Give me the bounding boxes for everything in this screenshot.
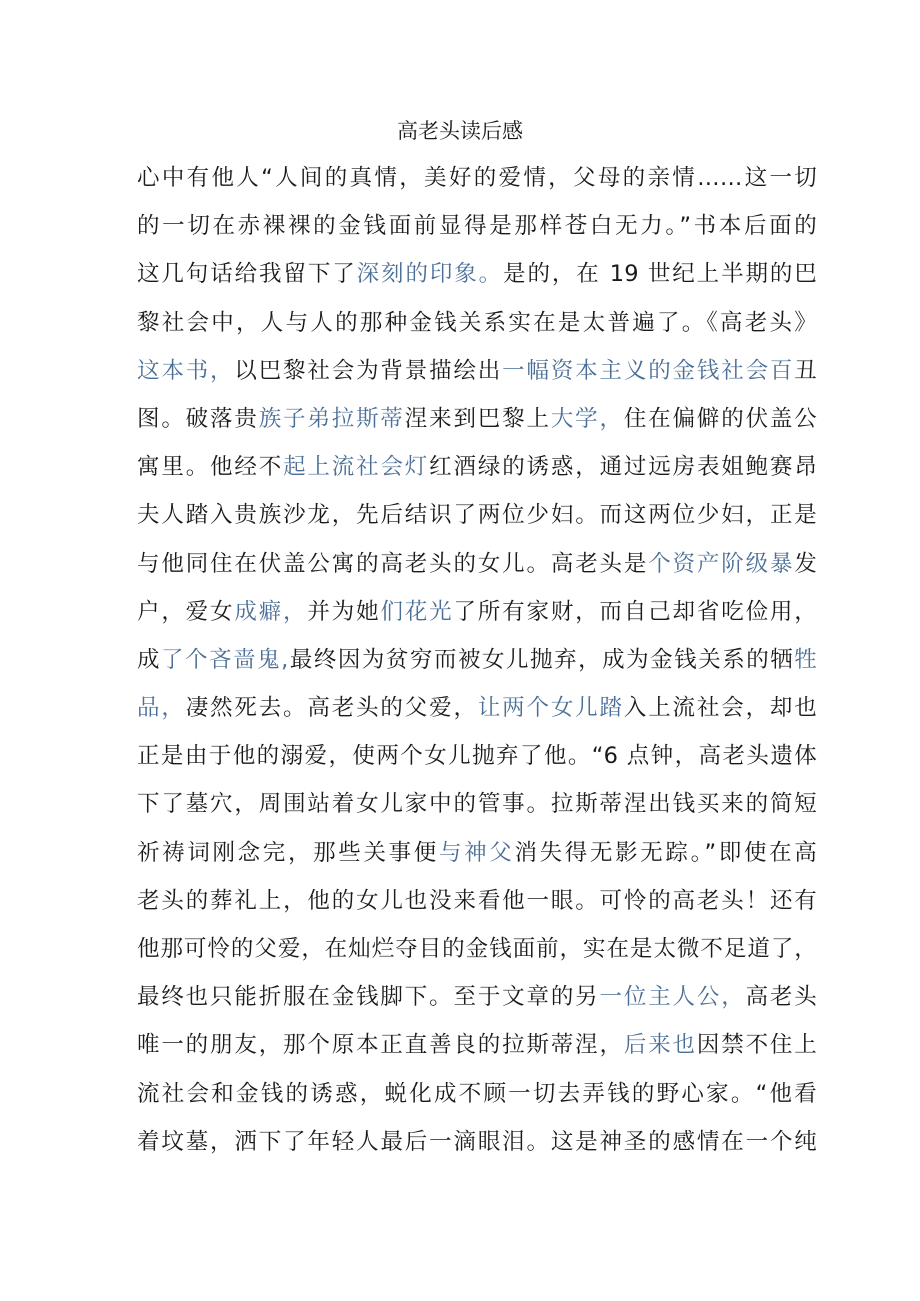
text-line bbox=[137, 588, 817, 636]
text-span: 以巴黎社会为背景描绘出 bbox=[234, 357, 503, 384]
text-span: 这几句话给我留下了 bbox=[137, 261, 357, 288]
text-span: 住在偏僻的伏盖公 bbox=[623, 405, 817, 432]
text-span: 了所有家财，而自己却省吃俭用， bbox=[453, 598, 817, 625]
highlighted-text-span: 这本书， bbox=[137, 357, 235, 384]
highlighted-text-span: 与神父 bbox=[438, 839, 515, 866]
text-span: 夫人踏入贵族沙龙，先后结识了两位少妇。而这两位少妇，正是 bbox=[137, 502, 817, 529]
text-line bbox=[137, 780, 817, 828]
text-span: 因禁不住上 bbox=[696, 1032, 817, 1059]
highlighted-text-span: 个资产阶级暴 bbox=[648, 550, 795, 577]
text-span: 他那可怜的父爱，在灿烂夺目的金钱面前，实在是太微不足道了， bbox=[137, 936, 817, 962]
text-line bbox=[137, 154, 817, 202]
text-span: 发 bbox=[794, 550, 818, 577]
highlighted-text-span: 品， bbox=[137, 695, 186, 722]
highlighted-text-span: 让两个女儿踏 bbox=[477, 695, 624, 722]
highlighted-text-span: 一位主人公， bbox=[599, 984, 746, 1011]
document-title: 高老头读后感 bbox=[397, 119, 523, 143]
text-line bbox=[137, 684, 817, 732]
highlighted-text-span: 牲 bbox=[794, 646, 818, 673]
text-line bbox=[137, 1070, 817, 1118]
document-body bbox=[137, 154, 817, 1166]
highlighted-text-span: 了个吝啬鬼, bbox=[161, 646, 289, 673]
text-line bbox=[137, 443, 817, 491]
text-line bbox=[137, 299, 817, 347]
text-span: 图。破落贵 bbox=[137, 405, 259, 432]
text-span: 与他同住在伏盖公寓的高老头的女儿。高老头是 bbox=[137, 550, 649, 577]
text-span: 祈祷词刚念完，那些关事便 bbox=[137, 839, 439, 866]
highlighted-text-span: 深刻的印象。 bbox=[356, 261, 504, 288]
text-span: 最终也只能折服在金钱脚下。至于文章的另 bbox=[137, 984, 600, 1011]
text-line bbox=[137, 202, 817, 250]
text-span: 心中有他人“人间的真情，美好的爱情，父母的亲情……这一切 bbox=[137, 165, 817, 191]
text-span: 是的，在 19 世纪上半期的巴 bbox=[503, 261, 817, 288]
highlighted-text-span: 大学， bbox=[550, 405, 624, 432]
text-span: 流社会和金钱的诱惑，蜕化成不顾一切去弄钱的野心家。“他看 bbox=[137, 1080, 817, 1107]
text-span: 着坟墓，洒下了年轻人最后一滴眼泪。这是神圣的感情在一个纯 bbox=[137, 1128, 817, 1155]
text-span: 并为她 bbox=[307, 598, 381, 625]
highlighted-text-span: 一幅资本主义的金钱社会百 bbox=[502, 357, 795, 384]
text-line bbox=[137, 1021, 817, 1069]
text-span: 最终因为贫穷而被女儿抛弃，成为金钱关系的牺 bbox=[288, 646, 795, 673]
text-span: 唯一的朋友，那个原本正直善良的拉斯蒂涅， bbox=[137, 1032, 624, 1059]
text-span: 高老头 bbox=[745, 984, 817, 1011]
text-line bbox=[137, 491, 817, 539]
text-line bbox=[137, 877, 817, 925]
text-line bbox=[137, 1118, 817, 1166]
text-span: 的一切在赤裸裸的金钱面前显得是那样苍白无力。”书本后面的 bbox=[137, 213, 817, 240]
text-span: 凄然死去。高老头的父爱， bbox=[185, 695, 478, 722]
text-line bbox=[137, 636, 817, 684]
text-span: 涅来到巴黎上 bbox=[404, 405, 551, 432]
text-span: 正是由于他的溺爱，使两个女儿抛弃了他。“6 点钟，高老头遗体 bbox=[137, 743, 817, 770]
text-line bbox=[137, 829, 817, 877]
highlighted-text-span: 成癖， bbox=[234, 598, 308, 625]
highlighted-text-span: 起上流社会灯 bbox=[283, 454, 430, 481]
text-span: 老头的葬礼上，他的女儿也没来看他一眼。可怜的高老头！还有 bbox=[137, 887, 817, 914]
text-line bbox=[137, 250, 817, 298]
text-span: 红酒绿的诱惑，通过远房表姐鲍赛昂 bbox=[429, 454, 818, 481]
text-span: 入上流社会，却也 bbox=[623, 695, 817, 722]
text-span: 黎社会中，人与人的那种金钱关系实在是太普遍了。《高老头》 bbox=[137, 309, 817, 336]
text-line bbox=[137, 395, 817, 443]
text-span: 下了墓穴，周围站着女儿家中的管事。拉斯蒂涅出钱买来的简短 bbox=[137, 791, 817, 818]
text-span: 消失得无影无踪。”即使在高 bbox=[514, 839, 818, 866]
text-line bbox=[137, 925, 817, 973]
text-line bbox=[137, 540, 817, 588]
text-span: 成 bbox=[137, 646, 162, 673]
text-line bbox=[137, 347, 817, 395]
highlighted-text-span: 们花光 bbox=[380, 598, 454, 625]
text-line bbox=[137, 973, 817, 1021]
text-line bbox=[137, 732, 817, 780]
highlighted-text-span: 族子弟拉斯蒂 bbox=[258, 405, 405, 432]
text-span: 丑 bbox=[794, 357, 817, 384]
text-span: 寓里。他经不 bbox=[137, 454, 284, 481]
text-span: 户，爱女 bbox=[137, 598, 235, 625]
highlighted-text-span: 后来也 bbox=[623, 1032, 697, 1059]
